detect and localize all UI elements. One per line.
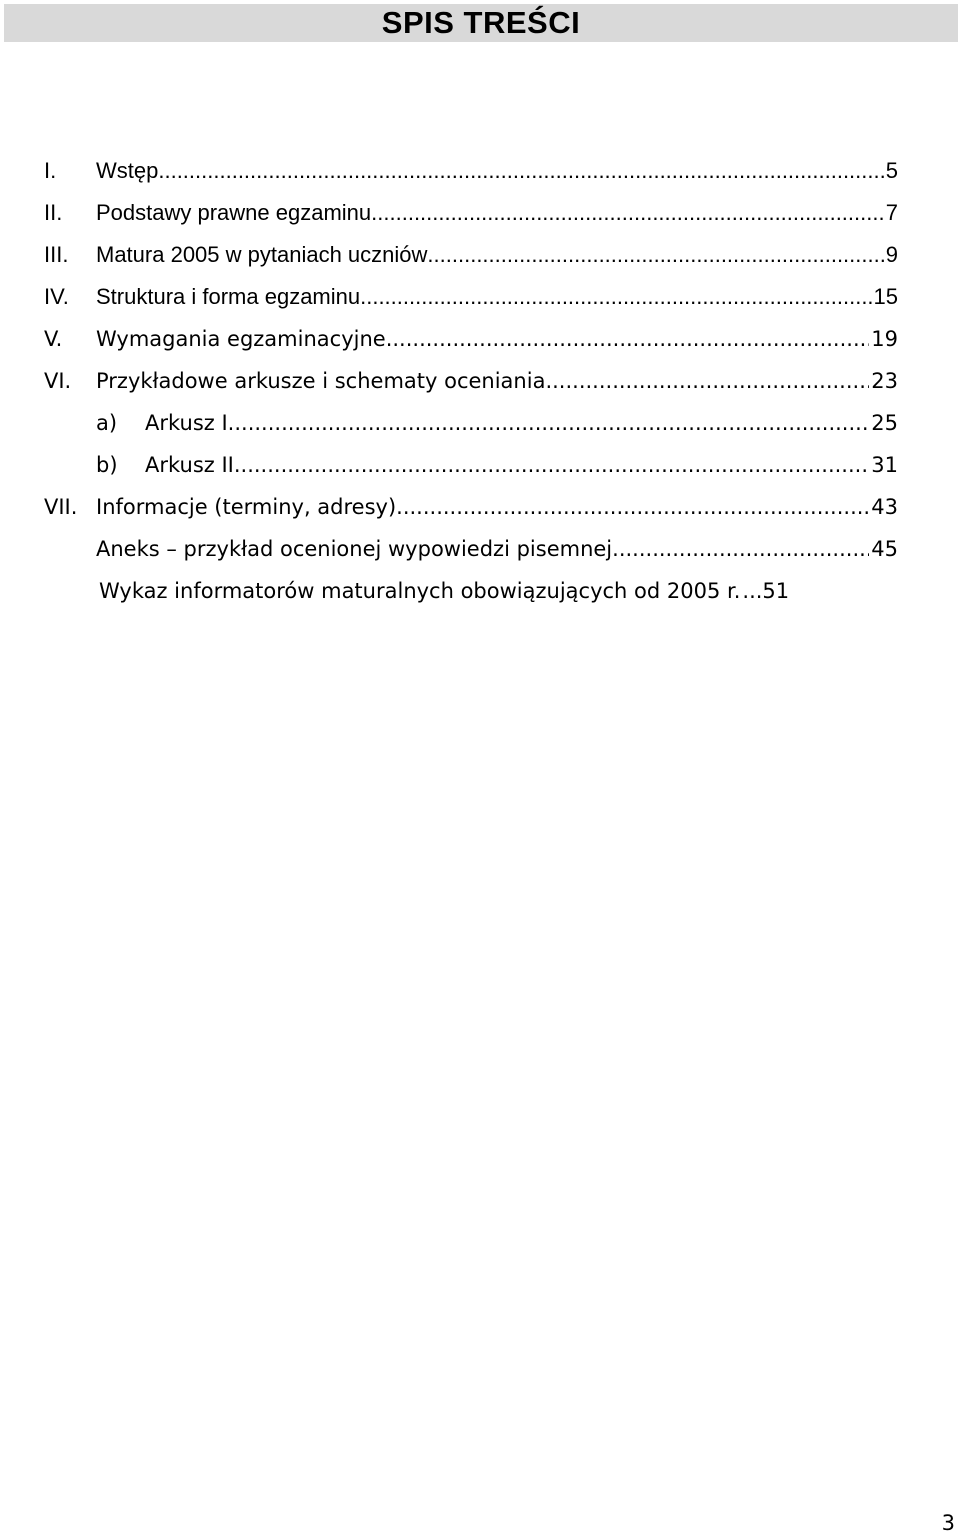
toc-number: VII. — [44, 495, 78, 519]
toc-number: a) — [96, 411, 118, 435]
toc-entry-information[interactable] — [44, 486, 898, 528]
toc-page: 15 — [873, 284, 898, 309]
toc-number: V. — [44, 327, 63, 351]
toc-label: Matura 2005 w pytaniach uczniów — [96, 242, 428, 267]
toc-number: VI. — [44, 369, 72, 393]
toc-entry-requirements[interactable] — [44, 318, 898, 360]
toc-label: Wstęp — [96, 158, 159, 183]
toc-entry-exam-structure[interactable] — [44, 276, 898, 318]
toc-label: Przykładowe arkusze i schematy oceniania — [96, 369, 546, 393]
toc-label: Wykaz informatorów maturalnych obowiązujących od 2005 r. — [99, 579, 741, 603]
toc-entry-sheet-1[interactable] — [44, 402, 898, 444]
toc-label: Wymagania egzaminacyjne — [96, 327, 386, 351]
toc-page: 23 — [871, 369, 898, 393]
toc-leader — [396, 495, 869, 519]
toc-number: III. — [44, 242, 69, 267]
toc-leader — [612, 537, 869, 561]
toc-page: 45 — [871, 537, 898, 561]
toc-page: 9 — [885, 242, 898, 267]
toc-page: 7 — [885, 200, 898, 225]
toc-leader — [158, 158, 883, 184]
toc-page: 25 — [871, 411, 898, 435]
toc-label: Aneks – przykład ocenionej wypowiedzi pisemnej — [96, 537, 613, 561]
toc-label: Informacje (terminy, adresy) — [96, 495, 397, 519]
toc-entry-student-questions[interactable] — [44, 234, 898, 276]
toc-leader — [228, 411, 870, 435]
toc-label: Arkusz II — [145, 453, 234, 477]
toc-leader — [386, 327, 870, 351]
toc-page: ...51 — [742, 579, 790, 603]
toc-leader — [234, 453, 869, 477]
toc-page: 31 — [871, 453, 898, 477]
toc-entry-annex[interactable] — [44, 528, 898, 570]
toc-label: Struktura i forma egzaminu — [96, 284, 361, 309]
toc-entry-guides-list[interactable] — [44, 570, 898, 612]
toc-entry-legal-basis[interactable] — [44, 192, 898, 234]
toc-entry-intro[interactable] — [44, 150, 898, 192]
table-of-contents — [44, 150, 898, 612]
toc-number: II. — [44, 200, 63, 225]
toc-leader — [360, 284, 871, 310]
page-number: 3 — [941, 1511, 955, 1535]
toc-page: 19 — [871, 327, 898, 351]
toc-leader — [545, 369, 869, 393]
toc-label: Arkusz I — [145, 411, 228, 435]
toc-page: 43 — [871, 495, 898, 519]
toc-entry-sample-sheets[interactable] — [44, 360, 898, 402]
toc-entry-sheet-2[interactable] — [44, 444, 898, 486]
title-banner — [4, 4, 958, 42]
toc-number: I. — [44, 158, 57, 183]
toc-leader — [427, 242, 883, 268]
toc-leader — [371, 200, 884, 226]
toc-number: b) — [96, 453, 118, 477]
toc-number: IV. — [44, 284, 69, 309]
toc-page: 5 — [885, 158, 898, 183]
page-title: SPIS TREŚCI — [381, 5, 581, 40]
toc-label: Podstawy prawne egzaminu — [96, 200, 372, 225]
